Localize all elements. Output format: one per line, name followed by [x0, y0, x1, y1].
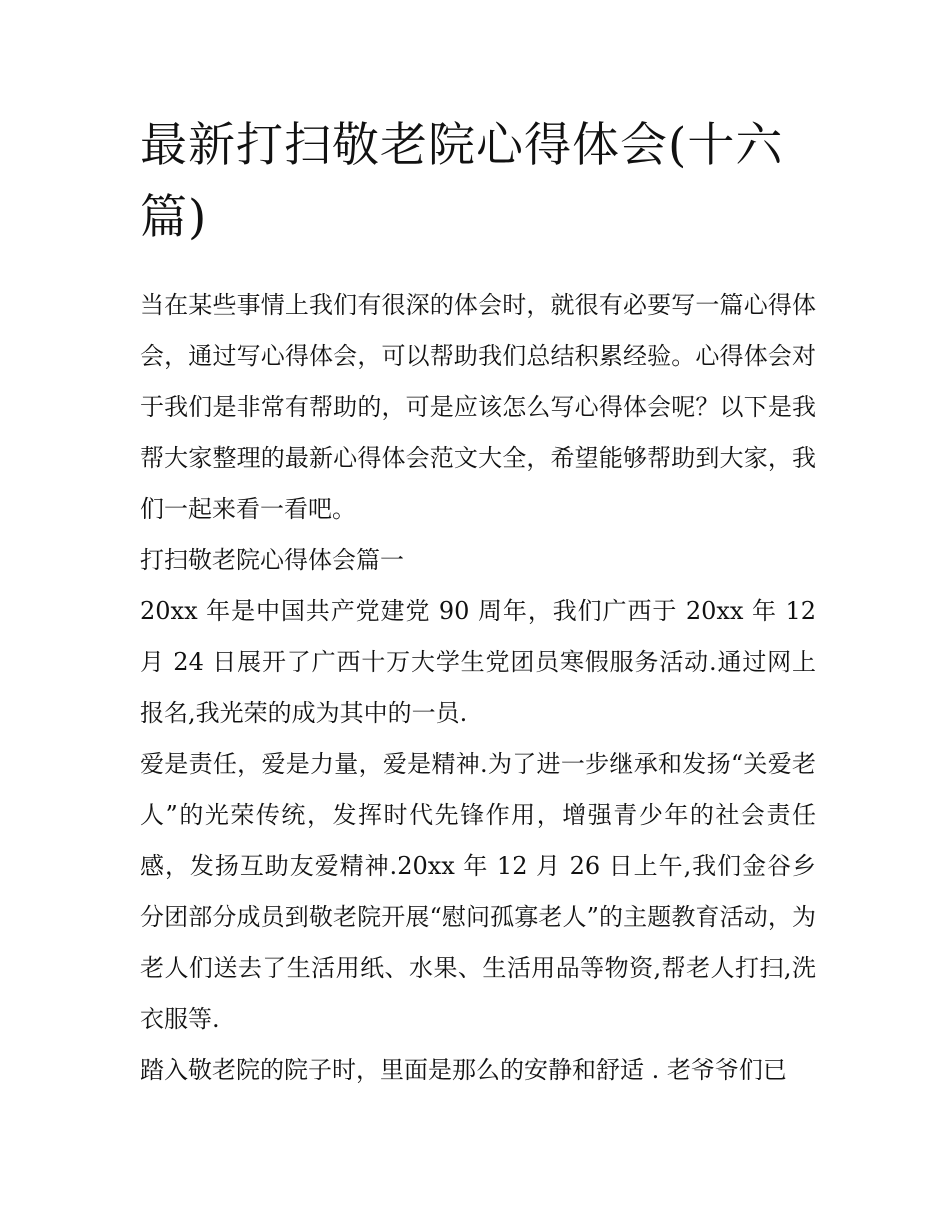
section-heading: 打扫敬老院心得体会篇一 — [140, 546, 404, 574]
body-paragraph: 20xx 年是中国共产党建党 90 周年，我们广西于 20xx 年 12 月 24 日展开了广西十万大学生党团员寒假服务活动.通过网上报名,我光荣的成为其中的一员. — [140, 597, 816, 727]
intro-paragraph: 当在某些事情上我们有很深的体会时，就很有必要写一篇心得体会，通过写心得体会，可以帮助我们总结积累经验。心得体会对于我们是非常有帮助的，可是应该怎么写心得体会呢？以下是我帮大家整理的最新心得体会范文大全，希望能够帮助到大家，我们一起来看一看吧。 — [140, 291, 816, 523]
body-paragraph: 踏入敬老院的院子时，里面是那么的安静和舒适 . 老爷爷们已 — [140, 1056, 787, 1084]
document-title: 最新打扫敬老院心得体会(十六篇) — [140, 118, 784, 245]
body-paragraph: 爱是责任，爱是力量，爱是精神.为了进一步继承和发扬“关爱老人”的光荣传统，发挥时代先锋作用，增强青少年的社会责任感，发扬互助友爱精神.20xx 年 12 月 26 日上午,我们金谷乡分团部分成员到敬老院开展“慰问孤寡老人”的主题教育活动，为老人们送去了生活用纸、水果、生活用品等物资,帮老人打扫,洗衣服等. — [140, 750, 816, 1033]
document-page — [140, 110, 816, 1096]
